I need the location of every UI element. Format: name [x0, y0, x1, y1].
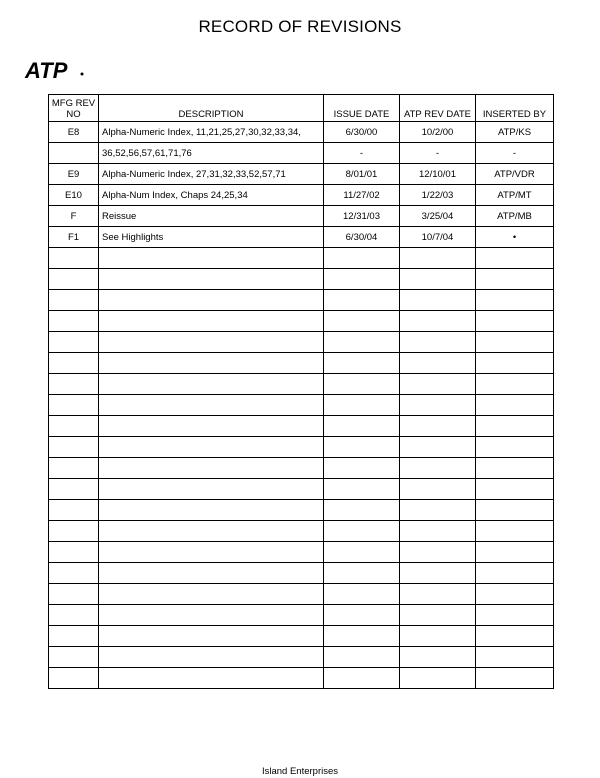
- empty-row: [49, 395, 554, 416]
- empty-cell: [99, 416, 324, 437]
- empty-cell: [476, 248, 554, 269]
- cell-description: See Highlights: [99, 227, 324, 248]
- empty-cell: [476, 437, 554, 458]
- empty-cell: [49, 395, 99, 416]
- empty-cell: [476, 458, 554, 479]
- empty-cell: [99, 479, 324, 500]
- header-description: DESCRIPTION: [99, 95, 324, 122]
- empty-cell: [400, 500, 476, 521]
- empty-cell: [476, 647, 554, 668]
- empty-cell: [324, 668, 400, 689]
- header-mfg-rev-line1: MFG REV: [51, 98, 96, 109]
- empty-cell: [49, 668, 99, 689]
- header-mfg-rev-line2: NO: [66, 109, 81, 120]
- empty-cell: [49, 374, 99, 395]
- empty-cell: [400, 311, 476, 332]
- empty-cell: [324, 647, 400, 668]
- table-row: [49, 227, 554, 248]
- empty-cell: [49, 479, 99, 500]
- empty-cell: [476, 605, 554, 626]
- empty-cell: [324, 269, 400, 290]
- cell-rev: F1: [49, 227, 99, 248]
- empty-cell: [400, 353, 476, 374]
- empty-cell: [99, 290, 324, 311]
- empty-cell: [476, 311, 554, 332]
- empty-cell: [476, 542, 554, 563]
- empty-cell: [324, 626, 400, 647]
- empty-cell: [400, 584, 476, 605]
- empty-cell: [400, 374, 476, 395]
- cell-rev: F: [49, 206, 99, 227]
- empty-cell: [476, 563, 554, 584]
- cell-rev: E8: [49, 122, 99, 143]
- cell-description: Alpha-Num Index, Chaps 24,25,34: [99, 185, 324, 206]
- empty-cell: [49, 626, 99, 647]
- empty-row: [49, 584, 554, 605]
- empty-row: [49, 332, 554, 353]
- empty-cell: [49, 521, 99, 542]
- empty-cell: [49, 563, 99, 584]
- cell-atp-rev-date: 10/7/04: [400, 227, 476, 248]
- empty-cell: [324, 374, 400, 395]
- cell-issue-date: 11/27/02: [324, 185, 400, 206]
- cell-inserted-by: ATP/KS: [476, 122, 554, 143]
- empty-row: [49, 626, 554, 647]
- empty-cell: [400, 563, 476, 584]
- table-row: [49, 185, 554, 206]
- empty-cell: [99, 584, 324, 605]
- empty-cell: [49, 542, 99, 563]
- empty-cell: [324, 500, 400, 521]
- header-atp-rev-date: ATP REV DATE: [400, 95, 476, 122]
- empty-cell: [476, 332, 554, 353]
- empty-cell: [49, 605, 99, 626]
- empty-cell: [476, 500, 554, 521]
- empty-cell: [99, 521, 324, 542]
- empty-row: [49, 269, 554, 290]
- header-issue-date: ISSUE DATE: [324, 95, 400, 122]
- empty-cell: [400, 395, 476, 416]
- empty-cell: [99, 626, 324, 647]
- cell-atp-rev-date: 1/22/03: [400, 185, 476, 206]
- empty-cell: [324, 521, 400, 542]
- empty-cell: [99, 605, 324, 626]
- cell-description: Alpha-Numeric Index, 11,21,25,27,30,32,33,34,: [99, 122, 324, 143]
- cell-description: Reissue: [99, 206, 324, 227]
- empty-cell: [99, 311, 324, 332]
- empty-row: [49, 647, 554, 668]
- empty-cell: [324, 437, 400, 458]
- atp-logo: [24, 55, 104, 87]
- empty-cell: [49, 248, 99, 269]
- empty-cell: [99, 269, 324, 290]
- empty-cell: [476, 269, 554, 290]
- empty-cell: [324, 395, 400, 416]
- empty-cell: [400, 542, 476, 563]
- empty-cell: [49, 269, 99, 290]
- cell-inserted-by: •: [476, 227, 554, 248]
- empty-cell: [49, 458, 99, 479]
- empty-cell: [400, 437, 476, 458]
- empty-row: [49, 479, 554, 500]
- empty-cell: [400, 248, 476, 269]
- empty-cell: [324, 416, 400, 437]
- empty-cell: [49, 332, 99, 353]
- empty-cell: [324, 584, 400, 605]
- table-row: [49, 143, 554, 164]
- cell-rev: E10: [49, 185, 99, 206]
- empty-cell: [476, 584, 554, 605]
- table-row: [49, 122, 554, 143]
- empty-cell: [99, 542, 324, 563]
- cell-inserted-by: ATP/MT: [476, 185, 554, 206]
- empty-cell: [476, 374, 554, 395]
- empty-row: [49, 458, 554, 479]
- empty-row: [49, 542, 554, 563]
- cell-issue-date: 6/30/00: [324, 122, 400, 143]
- empty-row: [49, 248, 554, 269]
- empty-cell: [99, 458, 324, 479]
- cell-atp-rev-date: 10/2/00: [400, 122, 476, 143]
- cell-atp-rev-date: 12/10/01: [400, 164, 476, 185]
- empty-cell: [99, 668, 324, 689]
- empty-cell: [324, 605, 400, 626]
- empty-cell: [324, 353, 400, 374]
- empty-cell: [400, 605, 476, 626]
- empty-cell: [99, 332, 324, 353]
- empty-cell: [324, 563, 400, 584]
- empty-cell: [400, 458, 476, 479]
- cell-issue-date: 8/01/01: [324, 164, 400, 185]
- empty-cell: [400, 290, 476, 311]
- empty-cell: [400, 269, 476, 290]
- empty-cell: [49, 437, 99, 458]
- empty-cell: [99, 500, 324, 521]
- empty-cell: [99, 248, 324, 269]
- empty-cell: [476, 416, 554, 437]
- table-row: [49, 164, 554, 185]
- cell-description: 36,52,56,57,61,71,76: [99, 143, 324, 164]
- empty-row: [49, 437, 554, 458]
- revisions-table: [48, 94, 554, 689]
- empty-row: [49, 311, 554, 332]
- empty-cell: [99, 374, 324, 395]
- empty-cell: [476, 353, 554, 374]
- empty-row: [49, 416, 554, 437]
- empty-cell: [49, 584, 99, 605]
- cell-description: Alpha-Numeric Index, 27,31,32,33,52,57,71: [99, 164, 324, 185]
- empty-cell: [99, 353, 324, 374]
- cell-atp-rev-date: -: [400, 143, 476, 164]
- empty-cell: [476, 626, 554, 647]
- empty-cell: [476, 668, 554, 689]
- footer-text: Island Enterprises: [261, 766, 339, 777]
- cell-issue-date: 12/31/03: [324, 206, 400, 227]
- empty-cell: [49, 290, 99, 311]
- empty-cell: [49, 311, 99, 332]
- empty-cell: [324, 311, 400, 332]
- empty-row: [49, 563, 554, 584]
- cell-inserted-by: ATP/MB: [476, 206, 554, 227]
- empty-row: [49, 353, 554, 374]
- empty-cell: [400, 647, 476, 668]
- cell-issue-date: 6/30/04: [324, 227, 400, 248]
- empty-cell: [324, 542, 400, 563]
- empty-cell: [400, 668, 476, 689]
- empty-cell: [49, 500, 99, 521]
- empty-cell: [476, 479, 554, 500]
- empty-cell: [49, 353, 99, 374]
- cell-rev: E9: [49, 164, 99, 185]
- empty-cell: [49, 647, 99, 668]
- empty-cell: [99, 647, 324, 668]
- empty-row: [49, 605, 554, 626]
- empty-row: [49, 290, 554, 311]
- empty-row: [49, 668, 554, 689]
- cell-rev: [49, 143, 99, 164]
- header-row: [49, 95, 554, 122]
- empty-cell: [400, 626, 476, 647]
- empty-cell: [99, 563, 324, 584]
- empty-cell: [400, 521, 476, 542]
- empty-row: [49, 374, 554, 395]
- empty-cell: [49, 416, 99, 437]
- table-row: [49, 206, 554, 227]
- empty-cell: [324, 332, 400, 353]
- cell-inserted-by: ATP/VDR: [476, 164, 554, 185]
- cell-issue-date: -: [324, 143, 400, 164]
- empty-cell: [324, 290, 400, 311]
- empty-row: [49, 521, 554, 542]
- empty-cell: [324, 248, 400, 269]
- empty-cell: [400, 332, 476, 353]
- empty-cell: [99, 395, 324, 416]
- empty-cell: [476, 290, 554, 311]
- empty-cell: [99, 437, 324, 458]
- cell-inserted-by: -: [476, 143, 554, 164]
- header-inserted-by: INSERTED BY: [476, 95, 554, 122]
- empty-cell: [476, 395, 554, 416]
- empty-row: [49, 500, 554, 521]
- page-title: RECORD OF REVISIONS: [198, 17, 402, 36]
- cell-atp-rev-date: 3/25/04: [400, 206, 476, 227]
- empty-cell: [400, 416, 476, 437]
- header-mfg-rev: [49, 95, 99, 122]
- empty-cell: [476, 521, 554, 542]
- empty-cell: [324, 458, 400, 479]
- empty-cell: [324, 479, 400, 500]
- svg-text:ATP: ATP: [25, 58, 68, 83]
- empty-cell: [400, 479, 476, 500]
